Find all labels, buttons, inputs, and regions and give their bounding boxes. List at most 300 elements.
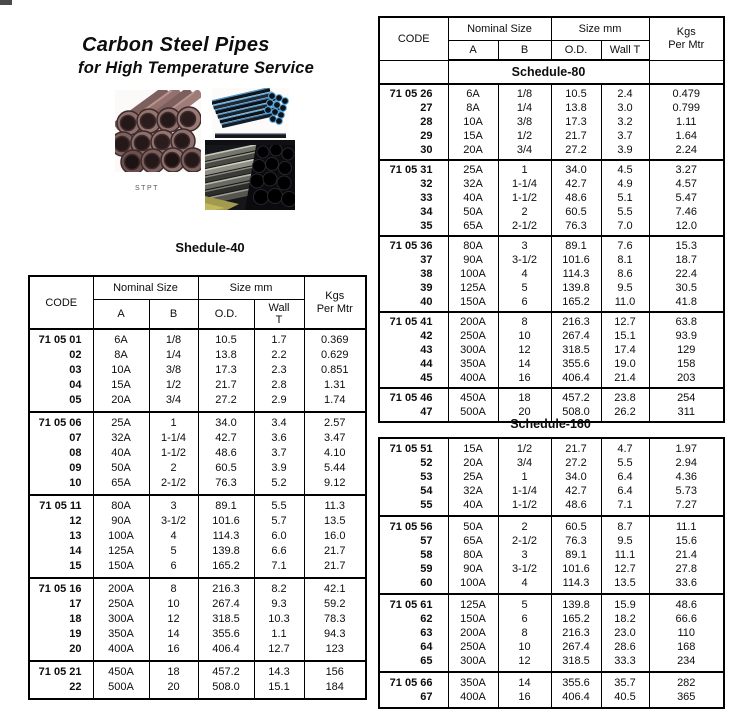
wall-t-cell: 15.1 (601, 329, 649, 343)
od-cell: 139.8 (551, 281, 601, 295)
nominal-a-cell: 15A (448, 438, 498, 456)
nominal-a-cell: 6A (93, 329, 149, 348)
code-cell: 71 05 11 (29, 495, 93, 514)
code-cell: 62 (379, 612, 448, 626)
wall-t-cell: 5.1 (601, 191, 649, 205)
kgs-cell: 158 (649, 357, 724, 371)
code-cell: 71 05 56 (379, 516, 448, 534)
od-cell: 114.3 (551, 267, 601, 281)
nominal-a-cell: 50A (448, 205, 498, 219)
nominal-b-cell: 1-1/4 (149, 431, 198, 446)
wall-t-cell: 4.7 (601, 438, 649, 456)
kgs-cell: 254 (649, 388, 724, 405)
nominal-a-cell: 350A (93, 627, 149, 642)
nominal-b-cell: 2-1/2 (498, 534, 551, 548)
code-cell: 38 (379, 267, 448, 281)
wall-t-cell: 12.7 (601, 562, 649, 576)
wall-t-cell: 3.2 (601, 115, 649, 129)
code-cell: 71 05 36 (379, 236, 448, 253)
header-b: B (498, 41, 551, 61)
table-row (29, 612, 366, 627)
nominal-b-cell: 18 (498, 388, 551, 405)
code-cell: 05 (29, 393, 93, 412)
table-row (29, 544, 366, 559)
od-cell: 76.3 (551, 534, 601, 548)
od-cell: 42.7 (551, 177, 601, 191)
table-row (379, 84, 724, 101)
nominal-b-cell: 10 (498, 640, 551, 654)
code-cell: 43 (379, 343, 448, 357)
nominal-b-cell: 1/4 (149, 348, 198, 363)
od-cell: 457.2 (551, 388, 601, 405)
kgs-cell: 3.27 (649, 160, 724, 177)
nominal-a-cell: 200A (448, 312, 498, 329)
code-cell: 18 (29, 612, 93, 627)
table-group (379, 160, 724, 236)
nominal-b-cell: 1 (498, 160, 551, 177)
header-a: A (448, 41, 498, 61)
od-cell: 34.0 (198, 412, 254, 431)
kgs-cell: 78.3 (304, 612, 366, 627)
wall-t-cell: 26.2 (601, 405, 649, 422)
od-cell: 267.4 (551, 640, 601, 654)
od-cell: 76.3 (198, 476, 254, 495)
code-cell: 71 05 41 (379, 312, 448, 329)
nominal-a-cell: 300A (448, 654, 498, 672)
nominal-b-cell: 12 (498, 654, 551, 672)
table-row (29, 642, 366, 661)
code-cell: 45 (379, 371, 448, 388)
table-row (379, 129, 724, 143)
schedule-80-table (378, 16, 725, 423)
nominal-a-cell: 80A (448, 236, 498, 253)
table-row (29, 661, 366, 680)
nominal-b-cell: 20 (498, 405, 551, 422)
code-cell: 71 05 06 (29, 412, 93, 431)
kgs-cell: 15.3 (649, 236, 724, 253)
schedule-160-band: Schedule-160 (510, 417, 591, 431)
kgs-cell: 59.2 (304, 597, 366, 612)
kgs-cell: 4.36 (649, 470, 724, 484)
table-row (379, 484, 724, 498)
kgs-cell: 1.97 (649, 438, 724, 456)
band-spacer (379, 60, 448, 84)
per-mtr-label: Per Mtr (316, 302, 353, 315)
nominal-a-cell: 150A (448, 612, 498, 626)
od-cell: 48.6 (551, 191, 601, 205)
od-cell: 101.6 (198, 514, 254, 529)
photo-caption: STPT (135, 185, 159, 192)
code-cell: 52 (379, 456, 448, 470)
nominal-b-cell: 12 (149, 612, 198, 627)
kgs-cell: 0.479 (649, 84, 724, 101)
wall-t-cell: 5.2 (254, 476, 304, 495)
table-group (29, 329, 366, 412)
od-cell: 216.3 (198, 578, 254, 597)
kgs-cell: 2.57 (304, 412, 366, 431)
nominal-b-cell: 1-1/2 (149, 446, 198, 461)
header-b: B (149, 300, 198, 330)
table-row (379, 456, 724, 470)
nominal-b-cell: 3-1/2 (498, 253, 551, 267)
nominal-a-cell: 125A (448, 281, 498, 295)
kgs-cell: 110 (649, 626, 724, 640)
nominal-a-cell: 40A (448, 191, 498, 205)
kgs-cell: 4.57 (649, 177, 724, 191)
header-wall-t (254, 300, 304, 330)
wall-t-cell: 9.3 (254, 597, 304, 612)
wall-t-cell: 6.0 (254, 529, 304, 544)
od-cell: 267.4 (551, 329, 601, 343)
code-cell: 55 (379, 498, 448, 516)
od-cell: 355.6 (551, 357, 601, 371)
kgs-cell: 13.5 (304, 514, 366, 529)
wall-t-cell: 3.0 (601, 101, 649, 115)
nominal-b-cell: 16 (149, 642, 198, 661)
scan-artifact (0, 0, 12, 5)
od-cell: 48.6 (551, 498, 601, 516)
nominal-b-cell: 2 (498, 516, 551, 534)
table-row (379, 534, 724, 548)
code-cell: 09 (29, 461, 93, 476)
kgs-cell: 0.851 (304, 363, 366, 378)
table-row (29, 476, 366, 495)
code-cell: 71 05 61 (379, 594, 448, 612)
kgs-cell: 9.12 (304, 476, 366, 495)
nominal-b-cell: 8 (149, 578, 198, 597)
code-cell: 27 (379, 101, 448, 115)
code-cell: 57 (379, 534, 448, 548)
nominal-b-cell: 3 (498, 548, 551, 562)
per-mtr-label: Per Mtr (668, 38, 705, 51)
nominal-a-cell: 450A (448, 388, 498, 405)
nominal-a-cell: 300A (448, 343, 498, 357)
band-spacer (649, 60, 724, 84)
code-cell: 07 (29, 431, 93, 446)
od-cell: 165.2 (551, 612, 601, 626)
code-cell: 08 (29, 446, 93, 461)
od-cell: 89.1 (198, 495, 254, 514)
nominal-a-cell: 80A (93, 495, 149, 514)
od-cell: 101.6 (551, 253, 601, 267)
nominal-a-cell: 400A (448, 371, 498, 388)
pipes-photo-stacked (115, 90, 201, 172)
table-row (379, 438, 724, 456)
nominal-a-cell: 80A (448, 548, 498, 562)
code-cell: 02 (29, 348, 93, 363)
nominal-a-cell: 20A (93, 393, 149, 412)
nominal-a-cell: 150A (448, 295, 498, 312)
code-cell: 34 (379, 205, 448, 219)
table-row (379, 160, 724, 177)
table-row (379, 371, 724, 388)
nominal-a-cell: 25A (448, 470, 498, 484)
wall-t-cell: 2.2 (254, 348, 304, 363)
nominal-b-cell: 16 (498, 690, 551, 708)
od-cell: 508.0 (198, 680, 254, 699)
kgs-cell: 168 (649, 640, 724, 654)
wall-t-cell: 19.0 (601, 357, 649, 371)
od-cell: 13.8 (198, 348, 254, 363)
wall-t-cell: 5.5 (601, 456, 649, 470)
nominal-b-cell: 2 (498, 205, 551, 219)
wall-t-cell: 4.9 (601, 177, 649, 191)
code-cell: 71 05 51 (379, 438, 448, 456)
kgs-cell: 5.47 (649, 191, 724, 205)
kgs-cell: 66.6 (649, 612, 724, 626)
nominal-a-cell: 25A (93, 412, 149, 431)
kgs-cell: 365 (649, 690, 724, 708)
kgs-cell: 234 (649, 654, 724, 672)
nominal-b-cell: 6 (498, 612, 551, 626)
nominal-a-cell: 125A (448, 594, 498, 612)
od-cell: 89.1 (551, 236, 601, 253)
kgs-cell: 123 (304, 642, 366, 661)
od-cell: 60.5 (551, 516, 601, 534)
code-cell: 71 05 66 (379, 672, 448, 690)
kgs-cell: 282 (649, 672, 724, 690)
nominal-a-cell: 32A (448, 177, 498, 191)
table-row (379, 594, 724, 612)
wall-t-cell: 40.5 (601, 690, 649, 708)
nominal-a-cell: 400A (93, 642, 149, 661)
kgs-cell: 63.8 (649, 312, 724, 329)
table-row (379, 690, 724, 708)
kgs-cell: 203 (649, 371, 724, 388)
wall-t-cell: 2.4 (601, 84, 649, 101)
table-row (379, 516, 724, 534)
nominal-a-cell: 350A (448, 357, 498, 371)
kgs-cell: 2.94 (649, 456, 724, 470)
nominal-b-cell: 4 (498, 576, 551, 594)
od-cell: 60.5 (551, 205, 601, 219)
kgs-cell: 0.799 (649, 101, 724, 115)
nominal-b-cell: 1/8 (149, 329, 198, 348)
header-od: O.D. (198, 300, 254, 330)
nominal-a-cell: 100A (93, 529, 149, 544)
wall-t-cell: 1.7 (254, 329, 304, 348)
table-row (379, 281, 724, 295)
kgs-cell: 0.369 (304, 329, 366, 348)
od-cell: 21.7 (551, 129, 601, 143)
table-row (29, 597, 366, 612)
code-cell: 53 (379, 470, 448, 484)
nominal-b-cell: 6 (149, 559, 198, 578)
kgs-cell: 22.4 (649, 267, 724, 281)
od-cell: 406.4 (198, 642, 254, 661)
od-cell: 139.8 (551, 594, 601, 612)
kgs-cell: 184 (304, 680, 366, 699)
table-row (379, 343, 724, 357)
code-cell: 40 (379, 295, 448, 312)
nominal-b-cell: 20 (149, 680, 198, 699)
table-row (379, 236, 724, 253)
od-cell: 457.2 (198, 661, 254, 680)
header-code: CODE (379, 17, 448, 60)
nominal-a-cell: 400A (448, 690, 498, 708)
nominal-a-cell: 8A (93, 348, 149, 363)
nominal-a-cell: 10A (448, 115, 498, 129)
table-group (379, 672, 724, 708)
nominal-b-cell: 3-1/2 (149, 514, 198, 529)
wall-t-cell: 14.3 (254, 661, 304, 680)
table-row (29, 578, 366, 597)
kgs-cell: 21.7 (304, 544, 366, 559)
nominal-a-cell: 100A (448, 267, 498, 281)
header-od: O.D. (551, 41, 601, 61)
od-cell: 139.8 (198, 544, 254, 559)
page-subtitle: for High Temperature Service (78, 59, 315, 77)
nominal-a-cell: 250A (93, 597, 149, 612)
nominal-b-cell: 3/8 (498, 115, 551, 129)
nominal-b-cell: 1-1/2 (498, 191, 551, 205)
table-row (29, 431, 366, 446)
table-row (379, 498, 724, 516)
code-cell: 14 (29, 544, 93, 559)
kgs-cell: 2.24 (649, 143, 724, 160)
od-cell: 34.0 (551, 470, 601, 484)
nominal-a-cell: 250A (448, 640, 498, 654)
nominal-a-cell: 6A (448, 84, 498, 101)
od-cell: 17.3 (551, 115, 601, 129)
nominal-b-cell: 5 (149, 544, 198, 559)
nominal-b-cell: 3/4 (149, 393, 198, 412)
wall-t-cell: 21.4 (601, 371, 649, 388)
kgs-cell: 93.9 (649, 329, 724, 343)
code-cell: 42 (379, 329, 448, 343)
nominal-a-cell: 40A (448, 498, 498, 516)
nominal-b-cell: 1 (149, 412, 198, 431)
code-cell: 58 (379, 548, 448, 562)
nominal-a-cell: 500A (448, 405, 498, 422)
nominal-a-cell: 8A (448, 101, 498, 115)
wall-t-cell: 33.3 (601, 654, 649, 672)
table-group (379, 312, 724, 388)
code-cell: 71 05 16 (29, 578, 93, 597)
nominal-a-cell: 25A (448, 160, 498, 177)
wall-t-cell: 7.6 (601, 236, 649, 253)
wall-t-cell: 9.5 (601, 534, 649, 548)
nominal-b-cell: 18 (149, 661, 198, 680)
table-row (29, 393, 366, 412)
table-row (379, 253, 724, 267)
nominal-b-cell: 3-1/2 (498, 562, 551, 576)
kgs-label: Kgs (325, 289, 345, 302)
od-cell: 27.2 (198, 393, 254, 412)
od-cell: 114.3 (198, 529, 254, 544)
nominal-a-cell: 125A (93, 544, 149, 559)
nominal-b-cell: 2-1/2 (498, 219, 551, 236)
od-cell: 355.6 (551, 672, 601, 690)
code-cell: 22 (29, 680, 93, 699)
kgs-label: Kgs (676, 25, 696, 38)
code-cell: 28 (379, 115, 448, 129)
code-cell: 44 (379, 357, 448, 371)
table-group (29, 661, 366, 699)
od-cell: 508.0 (551, 405, 601, 422)
wall-t-cell: 28.6 (601, 640, 649, 654)
nominal-b-cell: 6 (498, 295, 551, 312)
table-group (379, 438, 724, 516)
table-row (379, 267, 724, 281)
nominal-a-cell: 15A (93, 378, 149, 393)
wall-label: Wall (268, 302, 290, 314)
nominal-b-cell: 3/8 (149, 363, 198, 378)
nominal-a-cell: 15A (448, 129, 498, 143)
code-cell: 20 (29, 642, 93, 661)
nominal-b-cell: 16 (498, 371, 551, 388)
table-row (29, 680, 366, 699)
kgs-cell: 18.7 (649, 253, 724, 267)
wall-t-cell: 6.6 (254, 544, 304, 559)
nominal-b-cell: 3/4 (498, 143, 551, 160)
table-row (29, 329, 366, 348)
code-cell: 17 (29, 597, 93, 612)
wall-t-cell: 4.5 (601, 160, 649, 177)
kgs-cell: 33.6 (649, 576, 724, 594)
header-kgs-per-mtr (304, 276, 366, 329)
table-group (379, 516, 724, 594)
od-cell: 21.7 (198, 378, 254, 393)
nominal-a-cell: 450A (93, 661, 149, 680)
wall-t-cell: 3.6 (254, 431, 304, 446)
od-cell: 10.5 (551, 84, 601, 101)
table-row (29, 529, 366, 544)
nominal-a-cell: 10A (93, 363, 149, 378)
kgs-cell: 0.629 (304, 348, 366, 363)
table-row (379, 672, 724, 690)
code-cell: 35 (379, 219, 448, 236)
table-row (379, 329, 724, 343)
wall-t-cell: 8.7 (601, 516, 649, 534)
wall-t-cell: 3.7 (601, 129, 649, 143)
code-cell: 10 (29, 476, 93, 495)
wall-t-cell: 15.1 (254, 680, 304, 699)
nominal-a-cell: 20A (448, 143, 498, 160)
nominal-a-cell: 65A (448, 219, 498, 236)
table-row (29, 559, 366, 578)
od-cell: 114.3 (551, 576, 601, 594)
wall-t-cell: 13.5 (601, 576, 649, 594)
table-row (29, 378, 366, 393)
kgs-cell: 129 (649, 343, 724, 357)
table-row (29, 461, 366, 476)
schedule-80-band: Schedule-80 (448, 60, 649, 84)
od-cell: 216.3 (551, 312, 601, 329)
nominal-b-cell: 1/8 (498, 84, 551, 101)
kgs-cell: 30.5 (649, 281, 724, 295)
nominal-a-cell: 50A (448, 516, 498, 534)
code-cell: 71 05 01 (29, 329, 93, 348)
wall-t-cell: 23.8 (601, 388, 649, 405)
od-cell: 318.5 (551, 343, 601, 357)
kgs-cell: 1.11 (649, 115, 724, 129)
kgs-cell: 11.3 (304, 495, 366, 514)
code-cell: 13 (29, 529, 93, 544)
code-cell: 59 (379, 562, 448, 576)
wall-t-cell: 5.5 (254, 495, 304, 514)
wall-t-cell: 7.1 (254, 559, 304, 578)
table-row (29, 514, 366, 529)
kgs-cell: 12.0 (649, 219, 724, 236)
nominal-b-cell: 2-1/2 (149, 476, 198, 495)
wall-t-cell: 11.0 (601, 295, 649, 312)
nominal-b-cell: 8 (498, 626, 551, 640)
nominal-b-cell: 10 (498, 329, 551, 343)
wall-t-cell: 8.1 (601, 253, 649, 267)
od-cell: 13.8 (551, 101, 601, 115)
table-row (29, 446, 366, 461)
